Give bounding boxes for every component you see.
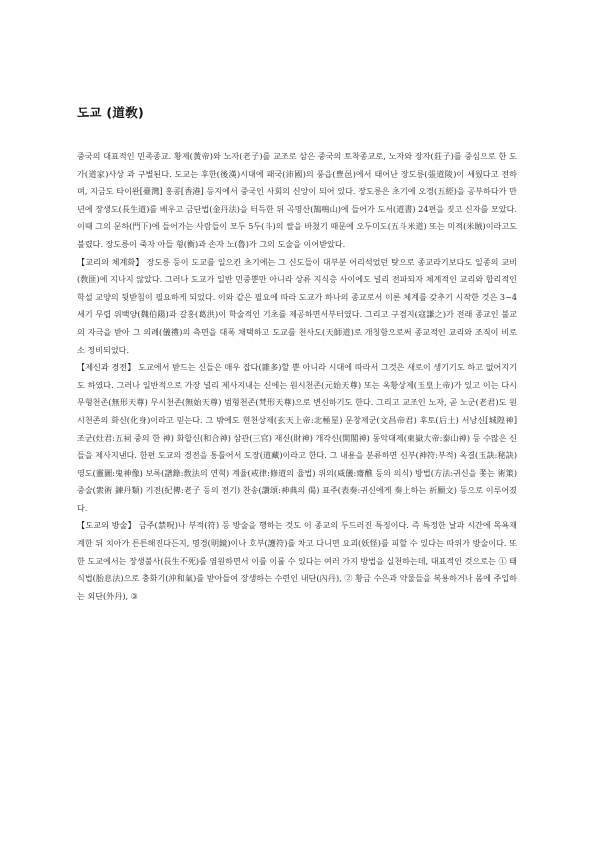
section-heading-doctrine: 【교리의 체계화】 [77,256,144,267]
document-page [77,0,517,842]
paragraph-text: 장도릉 등이 도교를 일으킨 초기에는 그 신도들이 대부분 어리석었던 탓으로 종교라기보다도 일종의 교비(敎匪)에 지나지 않았다. 그러나 도교가 일반 민중뿐만 아니라 상류 지식층 사이에도 널리 전파되자 체계적인 교리와 합리적인 학설 교양의 뒷받침이 필요하게 되었다. 이와 같은 필요에 따라 도교가 하나의 종교로서 이론 체계를 갖추기 시작한 것은 3~4세기 무렵 위백양(魏伯陽)과 갈홍(葛洪)이 학술적인 기초를 제공하면서부터였다. 그리고 구겸지(寇謙之)가 전래 종교인 불교의 자극을 받아 그 의례(儀禮)의 측면을 대폭 채택하고 도교를 천사도(天師道)로 개칭함으로써 종교적인 교리와 조직이 비로소 정비되었다. [77,256,517,355]
paragraph-deities-scriptures [77,359,517,517]
paragraph-intro [77,148,517,254]
document-title: 도교 (道敎) [77,105,145,120]
paragraph-doctrine [77,254,517,360]
section-heading-arts: 【도교의 방술】 [77,520,137,531]
paragraph-text: 중국의 대표적인 민족종교. 황제(黃帝)와 노자(老子)를 교조로 삼은 중국의 토착종교로, 노자와 장자(莊子)를 중심으로 한 도가(道家)사상 과 구별된다. 도교는 후한(後漢)시대에 패국(沛國)의 풍읍(豊邑)에서 태어난 장도릉(張道陵)이 세웠다고 전하며, 지금도 타이완[臺灣] 홍콩[香港] 등지에서 중국인 사회의 신앙이 되어 있다. 장도릉은 초기에 오경(五經)을 공부하다가 만년에 장생도(長生道)를 배우고 금단법(金丹法)을 터득한 뒤 곡명산(鵠鳴山)에 들어가 도서(道書) 24편을 짓고 신자를 모았다. 이때 그의 문하(門下)에 들어가는 사람들이 모두 5두(斗)의 쌀을 바쳤기 때문에 오두미도(五斗米道) 또는 미적(米賊)이라고도 불렸다. 장도릉이 죽자 아들 형(衡)과 손자 노(魯)가 그의 도술을 이어받았다. [77,151,517,249]
paragraph-arts [77,517,517,605]
paragraph-text: 도교에서 받드는 신들은 매우 잡다(雜多)할 뿐 아니라 시대에 따라서 그것은 새로이 생기기도 하고 없어지기도 하였다. 그러나 일반적으로 가장 널리 제사지내는 신에는 원시천존(元始天尊) 또는 옥황상제(玉皇上帝)가 있고 이는 다시 무형천존(無形天尊) 무시천존(無始天尊) 범형천존(梵形天尊)으로 변신하기도 한다. 그리고 교조인 노자, 곧 노군(老君)도 원시천존의 화신(化身)이라고 믿는다. 그 밖에도 현천상제(玄天上帝:北極星) 문창제군(文昌帝君) 후토(后土) 서낭신[城隍神] 조군(灶君:五祠 중의 한 神) 화합신(和合神) 삼관(三官) 재신(財神) 개각신(開閣神) 동악대제(東嶽大帝:泰山神) 등 수많은 신들을 제사지낸다. 한편 도교의 경전을 통틀어서 도장(道藏)이라고 한다. 그 내용을 분류하면 신부(神符:부적) 옥결(玉訣:秘訣) 영도(靈圖:鬼神像) 보록(譜錄:敎法의 연혁) 계율(戒律:修道의 율법) 위의(威儀:齋醮 등의 의식) 방법(方法:귀신을 쫓는 術策) 중술(衆術 鍊丹類) 기전(紀傳:老子 등의 전기) 찬송(讚頌:神典의 偈) 표주(表奏:귀신에게 奏上하는 祈願文) 등으로 이루어졌다. [77,362,517,513]
paragraph-text: 금주(禁呪)나 부적(符) 등 방술을 행하는 것도 이 종교의 두드러진 특징이다. 즉 특정한 날과 시간에 목욕재계한 뒤 치아가 튼튼해진다든지, 명경(明鏡)이나 호부(護符)를 차고 다니면 요괴(妖怪)를 피할 수 있다는 따위가 방술이다. 또한 도교에서는 장생불사(長生不死)를 염원하면서 이를 이룰 수 있다는 여러 가지 방법을 실천하는데, 대표적인 것으로는 ① 태식법(胎息法)으로 충화기(沖和氣)를 받아들여 장생하는 수련인 내단(內丹), ② 황금 수은과 약물들을 복용하거나 몸에 주입하는 외단(外丹), ③ [77,520,517,601]
section-heading-deities: 【제신과 경전】 [77,362,136,373]
document-body [77,148,517,605]
